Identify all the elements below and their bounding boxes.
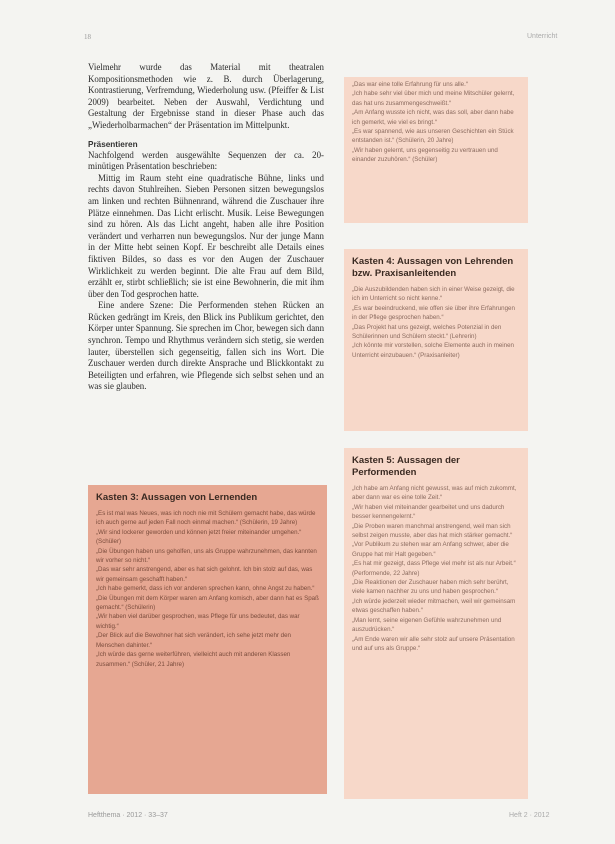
quote-line: „Ich würde jederzeit wieder mitmachen, weil wir gemeinsam etwas geschaffen haben.“ [352, 597, 516, 615]
box-continued-statements [344, 77, 528, 223]
box-body [352, 484, 520, 653]
quote-line: „Die Übungen haben uns geholfen, uns als Gruppe wahrzunehmen, das kannten wir vorher so nicht.“ [96, 547, 317, 565]
quote-line: „Ich habe am Anfang nicht gewusst, was auf mich zukommt, aber dann war es eine tolle Zeit.“ [352, 485, 517, 502]
quote-line: „Es ist mal was Neues, was ich noch nie mit Schülern gemacht habe, das würde ich auch gerne auf jeden Fall noch einmal machen.“ (Schülerin, 19 Jahre) [96, 510, 316, 527]
quote-line: „Man lernt, seine eigenen Gefühle wahrzunehmen und auszudrücken.“ [352, 616, 502, 634]
quote-line: „Die Übungen mit dem Körper waren am Anfang komisch, aber dann hat es Spaß gemacht.“ (Schülerin) [96, 594, 319, 612]
box-teachers-statements [344, 249, 528, 431]
body-paragraph: Nachfolgend werden ausgewählte Sequenzen der ca. 20-minütigen Präsentation beschrieben: [88, 149, 324, 172]
footer-right: Heft 2 · 2012 [509, 812, 550, 819]
main-column [88, 62, 324, 393]
quote-line: „Ich würde das gerne weiterführen, vielleicht auch mit anderen Klassen zusammen.“ (Schüler, 21 Jahre) [96, 651, 291, 668]
quote-line: „Der Blick auf die Bewohner hat sich verändert, ich sehe jetzt mehr den Menschen dahinter.“ [96, 632, 292, 649]
quote-line: „Die Proben waren manchmal anstrengend, weil man sich selbst zeigen musste, aber das hat mich stärker gemacht.“ [352, 522, 513, 540]
quote-line: „Ich habe sehr viel über mich und meine Mitschüler gelernt, das hat uns zusammengeschweißt.“ [352, 90, 515, 107]
box-body [96, 509, 319, 669]
quote-line: „Vor Publikum zu stehen war am Anfang schwer, aber die Gruppe hat mir Halt gegeben.“ [352, 541, 509, 558]
quote-line: „Ich könnte mir vorstellen, solche Elemente auch in meinen Unterricht einzubauen.“ (Praxisanleiter) [352, 342, 514, 359]
quote-line: „Es hat mir gezeigt, dass Pflege viel mehr ist als nur Arbeit.“ (Performende, 22 Jahre) [352, 560, 516, 577]
intro-paragraph: Vielmehr wurde das Material mit theatralen Kompositionsmethoden wie z. B. durch Überlagerung, Kontrastierung, Verfremdung, Wiederholung usw. (Pfeiffer & List 2009) bearbeitet. Neben der Auswahl, Verdichtung und Gestaltung der Ergebnisse stand in dieser Phase auch das „Wiederholbarmachen“ der Präsentation im Mittelpunkt. [88, 62, 324, 130]
body-paragraph: Eine andere Szene: Die Performenden stehen Rücken an Rücken gedrängt im Kreis, den Blick ins Publikum gerichtet, den Körper unter Spannung. Sie sprechen im Chor, bewegen sich dann synchron. Tempo und Rhythmus verändern sich stetig, sie werden lauter, überstellen sich gegenseitig, fallen sich ins Wort. Die Zuschauer werden durch direkte Ansprache und Blickkontakt zu Beteiligten und erfahren, wie Pflegende sich selbst sehen und an was sie glauben. [88, 300, 325, 392]
box-title: Kasten 4: Aussagen von Lehrenden bzw. Praxisanleitenden [352, 256, 514, 279]
quote-line: „Die Reaktionen der Zuschauer haben mich sehr berührt, viele kamen nachher zu uns und haben gesprochen.“ [352, 579, 509, 596]
quote-line: „Wir haben viel darüber gesprochen, was Pflege für uns bedeutet, das war wichtig.“ [96, 613, 300, 630]
page-number: 18 [84, 33, 91, 41]
quote-line: „Das Projekt hat uns gezeigt, welches Potenzial in den Schülerinnen und Schülern steckt.“ (Lehrerin) [352, 323, 502, 341]
footer-left: Heftthema · 2012 · 33–37 [88, 812, 168, 819]
quote-line: „Wir haben gelernt, uns gegenseitig zu vertrauen und einander zuzuhören.“ (Schüler) [352, 146, 498, 164]
box-title: Kasten 3: Aussagen von Lernenden [96, 492, 258, 503]
body-paragraph: Mittig im Raum steht eine quadratische Bühne, links und rechts davon Stuhlreihen. Sieben Personen sitzen bewegungslos am linken und rechten Bühnenrand, während die Zuschauer ihre Plätze einnehmen. Das Licht erlischt. Musik. Leise Bewegungen sind zu hören. Als das Licht angeht, haben alle ihre Position verändert und verharren nun bewegungslos. Nur der junge Mann in der Mitte hebt seinen Kopf. Er beschreibt alle Details eines fiktiven Bildes, so dass es vor den Augen der Zuschauer Wirklichkeit zu werden beginnt. Die alte Frau auf dem Bild, erzählt er, stirbt schließlich; sie ist eine Bewohnerin, die mit ihm über den Tod gesprochen hatte. [88, 172, 324, 299]
quote-line: „Am Anfang wusste ich nicht, was das soll, aber dann habe ich gemerkt, wie viel es bringt.“ [352, 109, 514, 126]
quote-line: „Wir sind lockerer geworden und können jetzt freier miteinander umgehen.“ (Schüler) [96, 528, 302, 546]
box-body [352, 80, 520, 165]
running-head: Unterricht [527, 33, 558, 40]
section-heading: Präsentieren [88, 139, 138, 149]
quote-line: „Ich habe gemerkt, dass ich vor anderen sprechen kann, ohne Angst zu haben.“ [96, 585, 315, 593]
quote-line: „Es war beeindruckend, wie offen sie über ihre Erfahrungen in der Pflege gesprochen haben.“ [352, 304, 515, 322]
box-performers-statements [344, 448, 528, 799]
quote-line: „Die Auszubildenden haben sich in einer Weise gezeigt, die ich im Unterricht so nicht kenne.“ [352, 286, 515, 303]
box-title: Kasten 5: Aussagen der Performenden [352, 455, 460, 478]
quote-line: „Das war eine tolle Erfahrung für uns alle.“ [352, 81, 468, 88]
quote-line: „Das war sehr anstrengend, aber es hat sich gelohnt. Ich bin stolz auf das, was wir gemeinsam geschafft haben.“ [96, 566, 313, 583]
box-body [352, 285, 520, 360]
box-learners-statements [88, 485, 327, 794]
quote-line: „Es war spannend, wie aus unseren Geschichten ein Stück entstanden ist.“ (Schülerin, 20 Jahre) [352, 128, 514, 145]
quote-line: „Am Ende waren wir alle sehr stolz auf unsere Präsentation und auf uns als Gruppe.“ [352, 635, 515, 652]
quote-line: „Wir haben viel miteinander gearbeitet und uns dadurch besser kennengelernt.“ [352, 503, 505, 521]
